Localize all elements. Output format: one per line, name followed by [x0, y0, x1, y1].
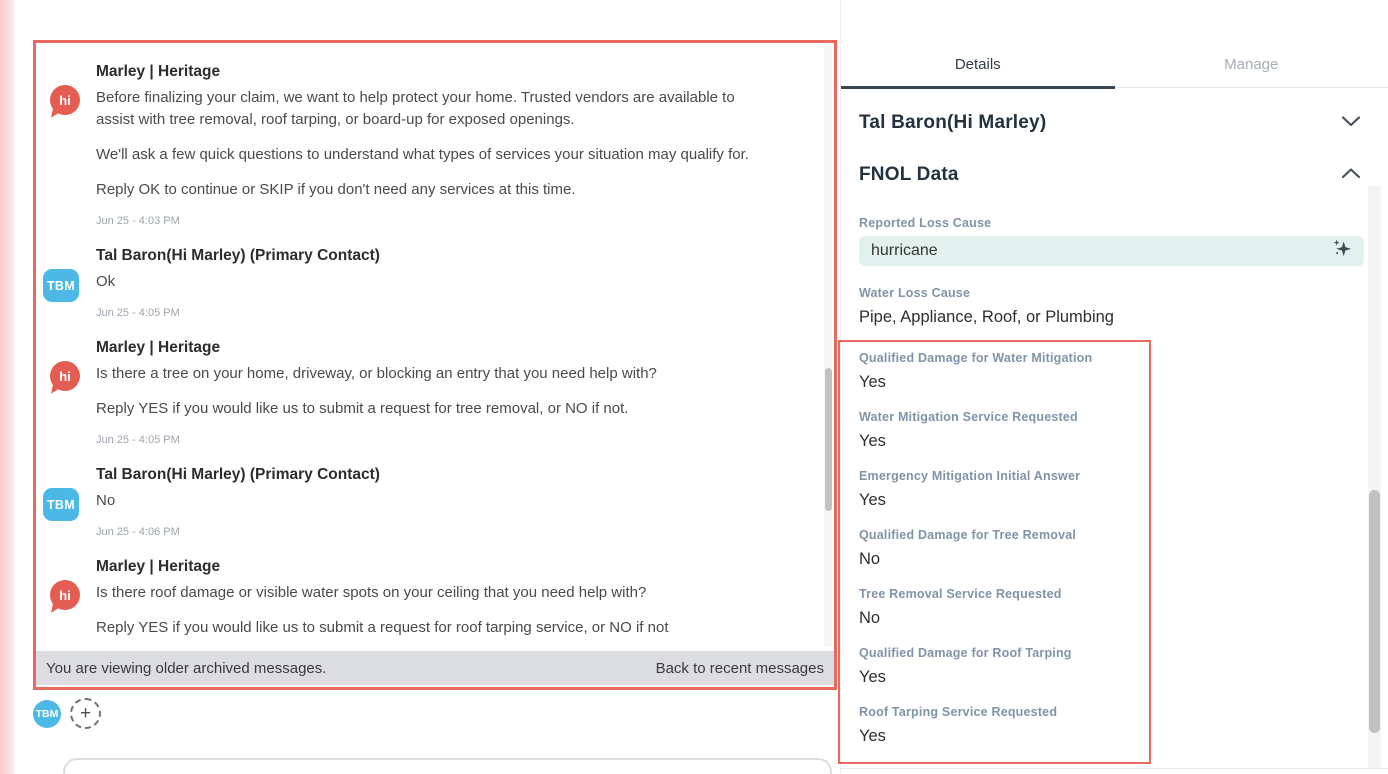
field-value: Yes: [859, 727, 886, 745]
message-text: Is there a tree on your home, driveway, or blocking an entry that you need help with?: [96, 365, 657, 382]
chevron-down-icon[interactable]: [1342, 114, 1360, 132]
message-body: [96, 464, 380, 540]
add-participant-button[interactable]: [70, 698, 101, 729]
details-panel: [840, 0, 1388, 774]
fnol-field: [859, 469, 1364, 511]
chat-message: [50, 337, 794, 448]
sender-name: Marley | Heritage: [96, 339, 221, 356]
fnol-field: [859, 286, 1364, 328]
fnol-field: [859, 410, 1364, 452]
archive-bar-message: You are viewing older archived messages.: [46, 659, 327, 677]
message-timestamp: Jun 25 - 4:06 PM: [96, 526, 180, 538]
avatar-column: [47, 464, 96, 540]
participant-avatar-chip[interactable]: TBM: [33, 700, 61, 728]
message-text: Reply OK to continue or SKIP if you don't need any services at this time.: [96, 181, 576, 198]
hi-marley-avatar: hi: [50, 85, 80, 115]
field-value: No: [859, 550, 881, 568]
contact-section-title: Tal Baron(Hi Marley): [859, 112, 1047, 133]
field-label: Qualified Damage for Water Mitigation: [859, 351, 1093, 365]
field-value: No: [859, 609, 881, 627]
message-text: Is there roof damage or visible water spots on your ceiling that you need help with?: [96, 584, 647, 601]
field-label: Qualified Damage for Roof Tarping: [859, 646, 1072, 660]
chat-scrollbar-track: [824, 45, 832, 647]
chat-message: [47, 245, 794, 321]
panel-scrollbar-thumb[interactable]: [1369, 490, 1380, 733]
message-body: [96, 61, 751, 229]
plus-icon: +: [79, 703, 92, 724]
chat-scrollbar-thumb[interactable]: [825, 368, 832, 511]
avatar-column: [50, 61, 96, 229]
message-text: Reply YES if you would like us to submit a request for tree removal, or NO if not.: [96, 400, 629, 417]
fnol-field: [859, 646, 1364, 688]
conversation-annotation-box: [33, 40, 837, 690]
tab-manage[interactable]: Manage: [1224, 56, 1279, 73]
back-to-recent-link[interactable]: Back to recent messages: [655, 659, 824, 677]
fnol-field: [859, 528, 1364, 570]
message-text: Reply YES if you would like us to submit a request for roof tarping service, or NO if not: [96, 619, 669, 636]
sender-name: Marley | Heritage: [96, 558, 221, 575]
panel-tabs: [841, 42, 1388, 88]
archived-messages-bar: [36, 651, 834, 685]
message-input[interactable]: [63, 758, 832, 774]
hi-marley-avatar: hi: [50, 361, 80, 391]
sender-name: Tal Baron(Hi Marley) (Primary Contact): [96, 466, 380, 483]
left-accent-strip: [0, 0, 14, 774]
fnol-section-title: FNOL Data: [859, 164, 959, 185]
message-timestamp: Jun 25 - 4:05 PM: [96, 307, 180, 319]
tbm-avatar: TBM: [43, 269, 79, 302]
chat-message: [50, 556, 794, 652]
fnol-field: [859, 587, 1364, 629]
hi-marley-avatar: hi: [50, 580, 80, 610]
field-value-text: hurricane: [871, 242, 938, 259]
field-label: Roof Tarping Service Requested: [859, 705, 1058, 719]
field-value: Yes: [859, 668, 886, 686]
chat-message: [47, 464, 794, 540]
message-text: Before finalizing your claim, we want to help protect your home. Trusted vendors are available to assist with tree removal, roof tarping, or board-up for exposed openings.: [96, 89, 735, 128]
contact-section-header[interactable]: [859, 104, 1364, 142]
chat-message: [50, 61, 794, 229]
message-timestamp: Jun 25 - 4:03 PM: [96, 215, 180, 227]
fnol-section-header[interactable]: [859, 156, 1364, 194]
sparkle-icon[interactable]: [1332, 238, 1352, 265]
ai-suggested-field[interactable]: [859, 236, 1364, 266]
message-body: [96, 337, 657, 448]
fnol-field: [859, 705, 1364, 747]
field-value: Yes: [859, 432, 886, 450]
field-label: Water Mitigation Service Requested: [859, 410, 1078, 424]
field-value: Yes: [859, 491, 886, 509]
tbm-avatar: TBM: [43, 488, 79, 521]
field-value: Yes: [859, 373, 886, 391]
avatar-column: [50, 556, 96, 652]
field-value: Pipe, Appliance, Roof, or Plumbing: [859, 308, 1114, 326]
chevron-up-icon[interactable]: [1342, 166, 1360, 184]
field-label: Water Loss Cause: [859, 286, 971, 300]
message-text: Ok: [96, 273, 116, 290]
message-list[interactable]: [36, 43, 834, 687]
avatar-column: [47, 245, 96, 321]
field-label: Tree Removal Service Requested: [859, 587, 1062, 601]
sender-name: Tal Baron(Hi Marley) (Primary Contact): [96, 247, 380, 264]
field-label: Emergency Mitigation Initial Answer: [859, 469, 1081, 483]
field-label: Qualified Damage for Tree Removal: [859, 528, 1077, 542]
message-text: We'll ask a few quick questions to understand what types of services your situation may qualify for.: [96, 146, 749, 163]
field-label: Reported Loss Cause: [859, 216, 992, 230]
message-timestamp: Jun 25 - 4:05 PM: [96, 434, 180, 446]
tab-details[interactable]: Details: [841, 42, 1115, 87]
message-body: [96, 245, 380, 321]
fnol-field: [859, 216, 1364, 266]
fnol-field: [859, 351, 1364, 393]
sender-name: Marley | Heritage: [96, 63, 221, 80]
message-text: No: [96, 492, 116, 509]
fnol-fields: [859, 216, 1364, 747]
message-body: [96, 556, 668, 652]
avatar-column: [50, 337, 96, 448]
panel-bottom-divider: [840, 768, 1388, 769]
